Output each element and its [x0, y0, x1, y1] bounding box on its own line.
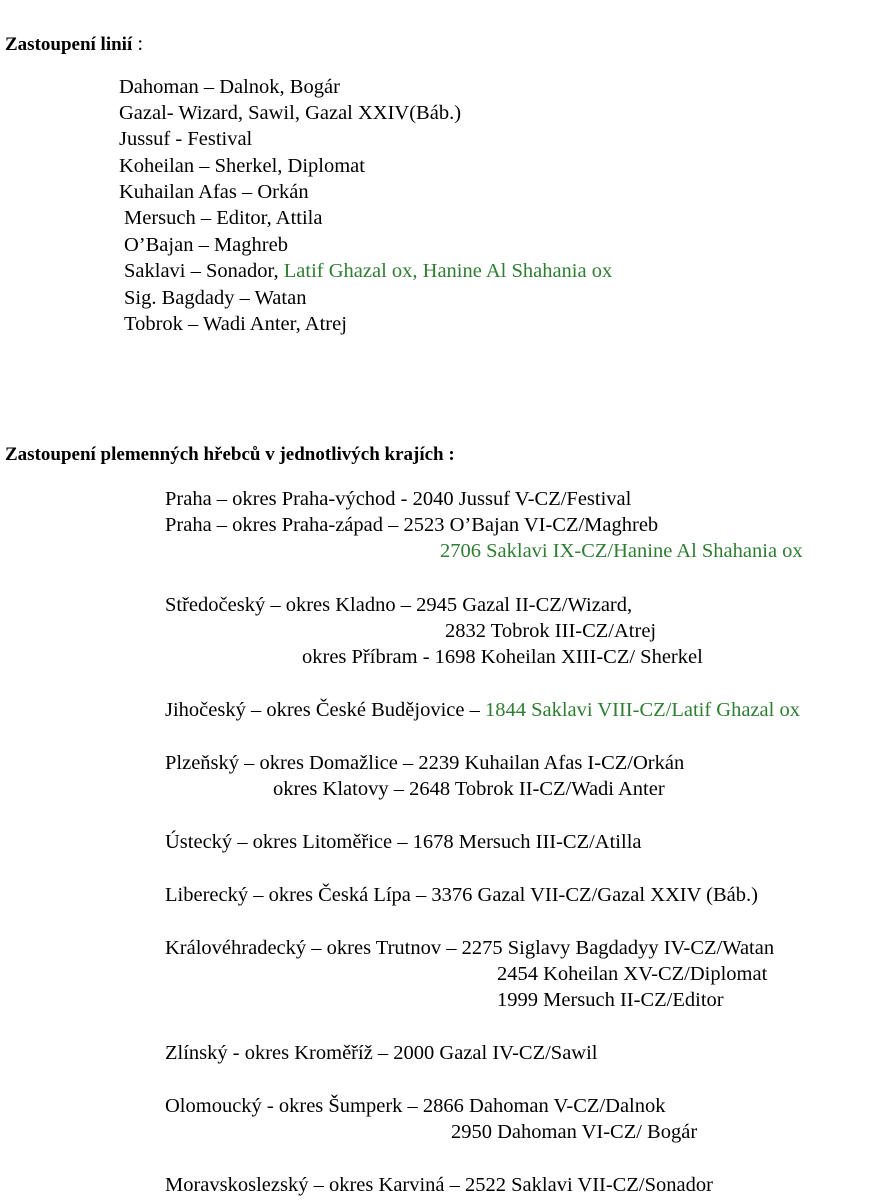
- line-koheilan: Koheilan – Sherkel, Diplomat: [119, 155, 365, 177]
- section-lines-heading-text: Zastoupení linií: [5, 34, 133, 55]
- line-sig-bagdady: Sig. Bagdady – Watan: [124, 287, 307, 309]
- region-liberecky: Liberecký – okres Česká Lípa – 3376 Gazal VII-CZ/Gazal XXIV (Báb.): [165, 884, 758, 906]
- region-jihocesky-highlight: 1844 Saklavi VIII-CZ/Latif Ghazal ox: [484, 699, 800, 721]
- line-dahoman: Dahoman – Dalnok, Bogár: [119, 76, 340, 98]
- region-plzensky-klatovy: okres Klatovy – 2648 Tobrok II-CZ/Wadi Anter: [273, 778, 665, 800]
- region-jihocesky-prefix: Jihočeský – okres České Budějovice –: [165, 699, 485, 721]
- region-praha-zapad: Praha – okres Praha-západ – 2523 O’Bajan VI-CZ/Maghreb: [165, 514, 659, 536]
- region-olomoucky: Olomoucký - okres Šumperk – 2866 Dahoman V-CZ/Dalnok: [165, 1095, 666, 1117]
- line-saklavi: [124, 259, 612, 283]
- region-kralovehradecky-3: 1999 Mersuch II-CZ/Editor: [497, 989, 724, 1011]
- region-ustecky: Ústecký – okres Litoměřice – 1678 Mersuch III-CZ/Atilla: [165, 831, 642, 853]
- line-saklavi-prefix: Saklavi – Sonador,: [124, 260, 284, 282]
- region-olomoucky-2: 2950 Dahoman VI-CZ/ Bogár: [451, 1121, 698, 1143]
- region-moravskoslezsky: Moravskoslezský – okres Karviná – 2522 Saklavi VII-CZ/Sonador: [165, 1174, 713, 1196]
- region-stredocesky-pribram: okres Příbram - 1698 Koheilan XIII-CZ/ Sherkel: [302, 646, 703, 668]
- region-praha-vychod: Praha – okres Praha-východ - 2040 Jussuf V-CZ/Festival: [165, 488, 632, 510]
- line-tobrok: Tobrok – Wadi Anter, Atrej: [124, 313, 347, 335]
- line-jussuf: Jussuf - Festival: [119, 128, 253, 150]
- line-kuhailan-afas: Kuhailan Afas – Orkán: [119, 181, 309, 203]
- section-lines-heading: [5, 32, 143, 56]
- line-saklavi-highlight: Latif Ghazal ox, Hanine Al Shahania ox: [283, 260, 613, 282]
- region-praha-zapad-highlight: 2706 Saklavi IX-CZ/Hanine Al Shahania ox: [440, 540, 803, 562]
- region-jihocesky: [165, 698, 800, 722]
- line-gazal: Gazal- Wizard, Sawil, Gazal XXIV(Báb.): [119, 102, 462, 124]
- region-kralovehradecky: Královéhradecký – okres Trutnov – 2275 Siglavy Bagdadyy IV-CZ/Watan: [165, 937, 775, 959]
- section-regions-heading: Zastoupení plemenných hřebců v jednotlivých krajích :: [5, 444, 455, 465]
- section-lines-heading-suffix: :: [132, 33, 144, 55]
- line-obajan: O’Bajan – Maghreb: [124, 234, 288, 256]
- region-kralovehradecky-2: 2454 Koheilan XV-CZ/Diplomat: [497, 963, 768, 985]
- region-stredocesky-kladno-2: 2832 Tobrok III-CZ/Atrej: [445, 620, 657, 642]
- line-mersuch: Mersuch – Editor, Attila: [124, 207, 323, 229]
- region-stredocesky-kladno: Středočeský – okres Kladno – 2945 Gazal II-CZ/Wizard,: [165, 594, 633, 616]
- region-zlinsky: Zlínský - okres Kroměříž – 2000 Gazal IV-CZ/Sawil: [165, 1042, 598, 1064]
- region-plzensky-domazlice: Plzeňský – okres Domažlice – 2239 Kuhailan Afas I-CZ/Orkán: [165, 752, 685, 774]
